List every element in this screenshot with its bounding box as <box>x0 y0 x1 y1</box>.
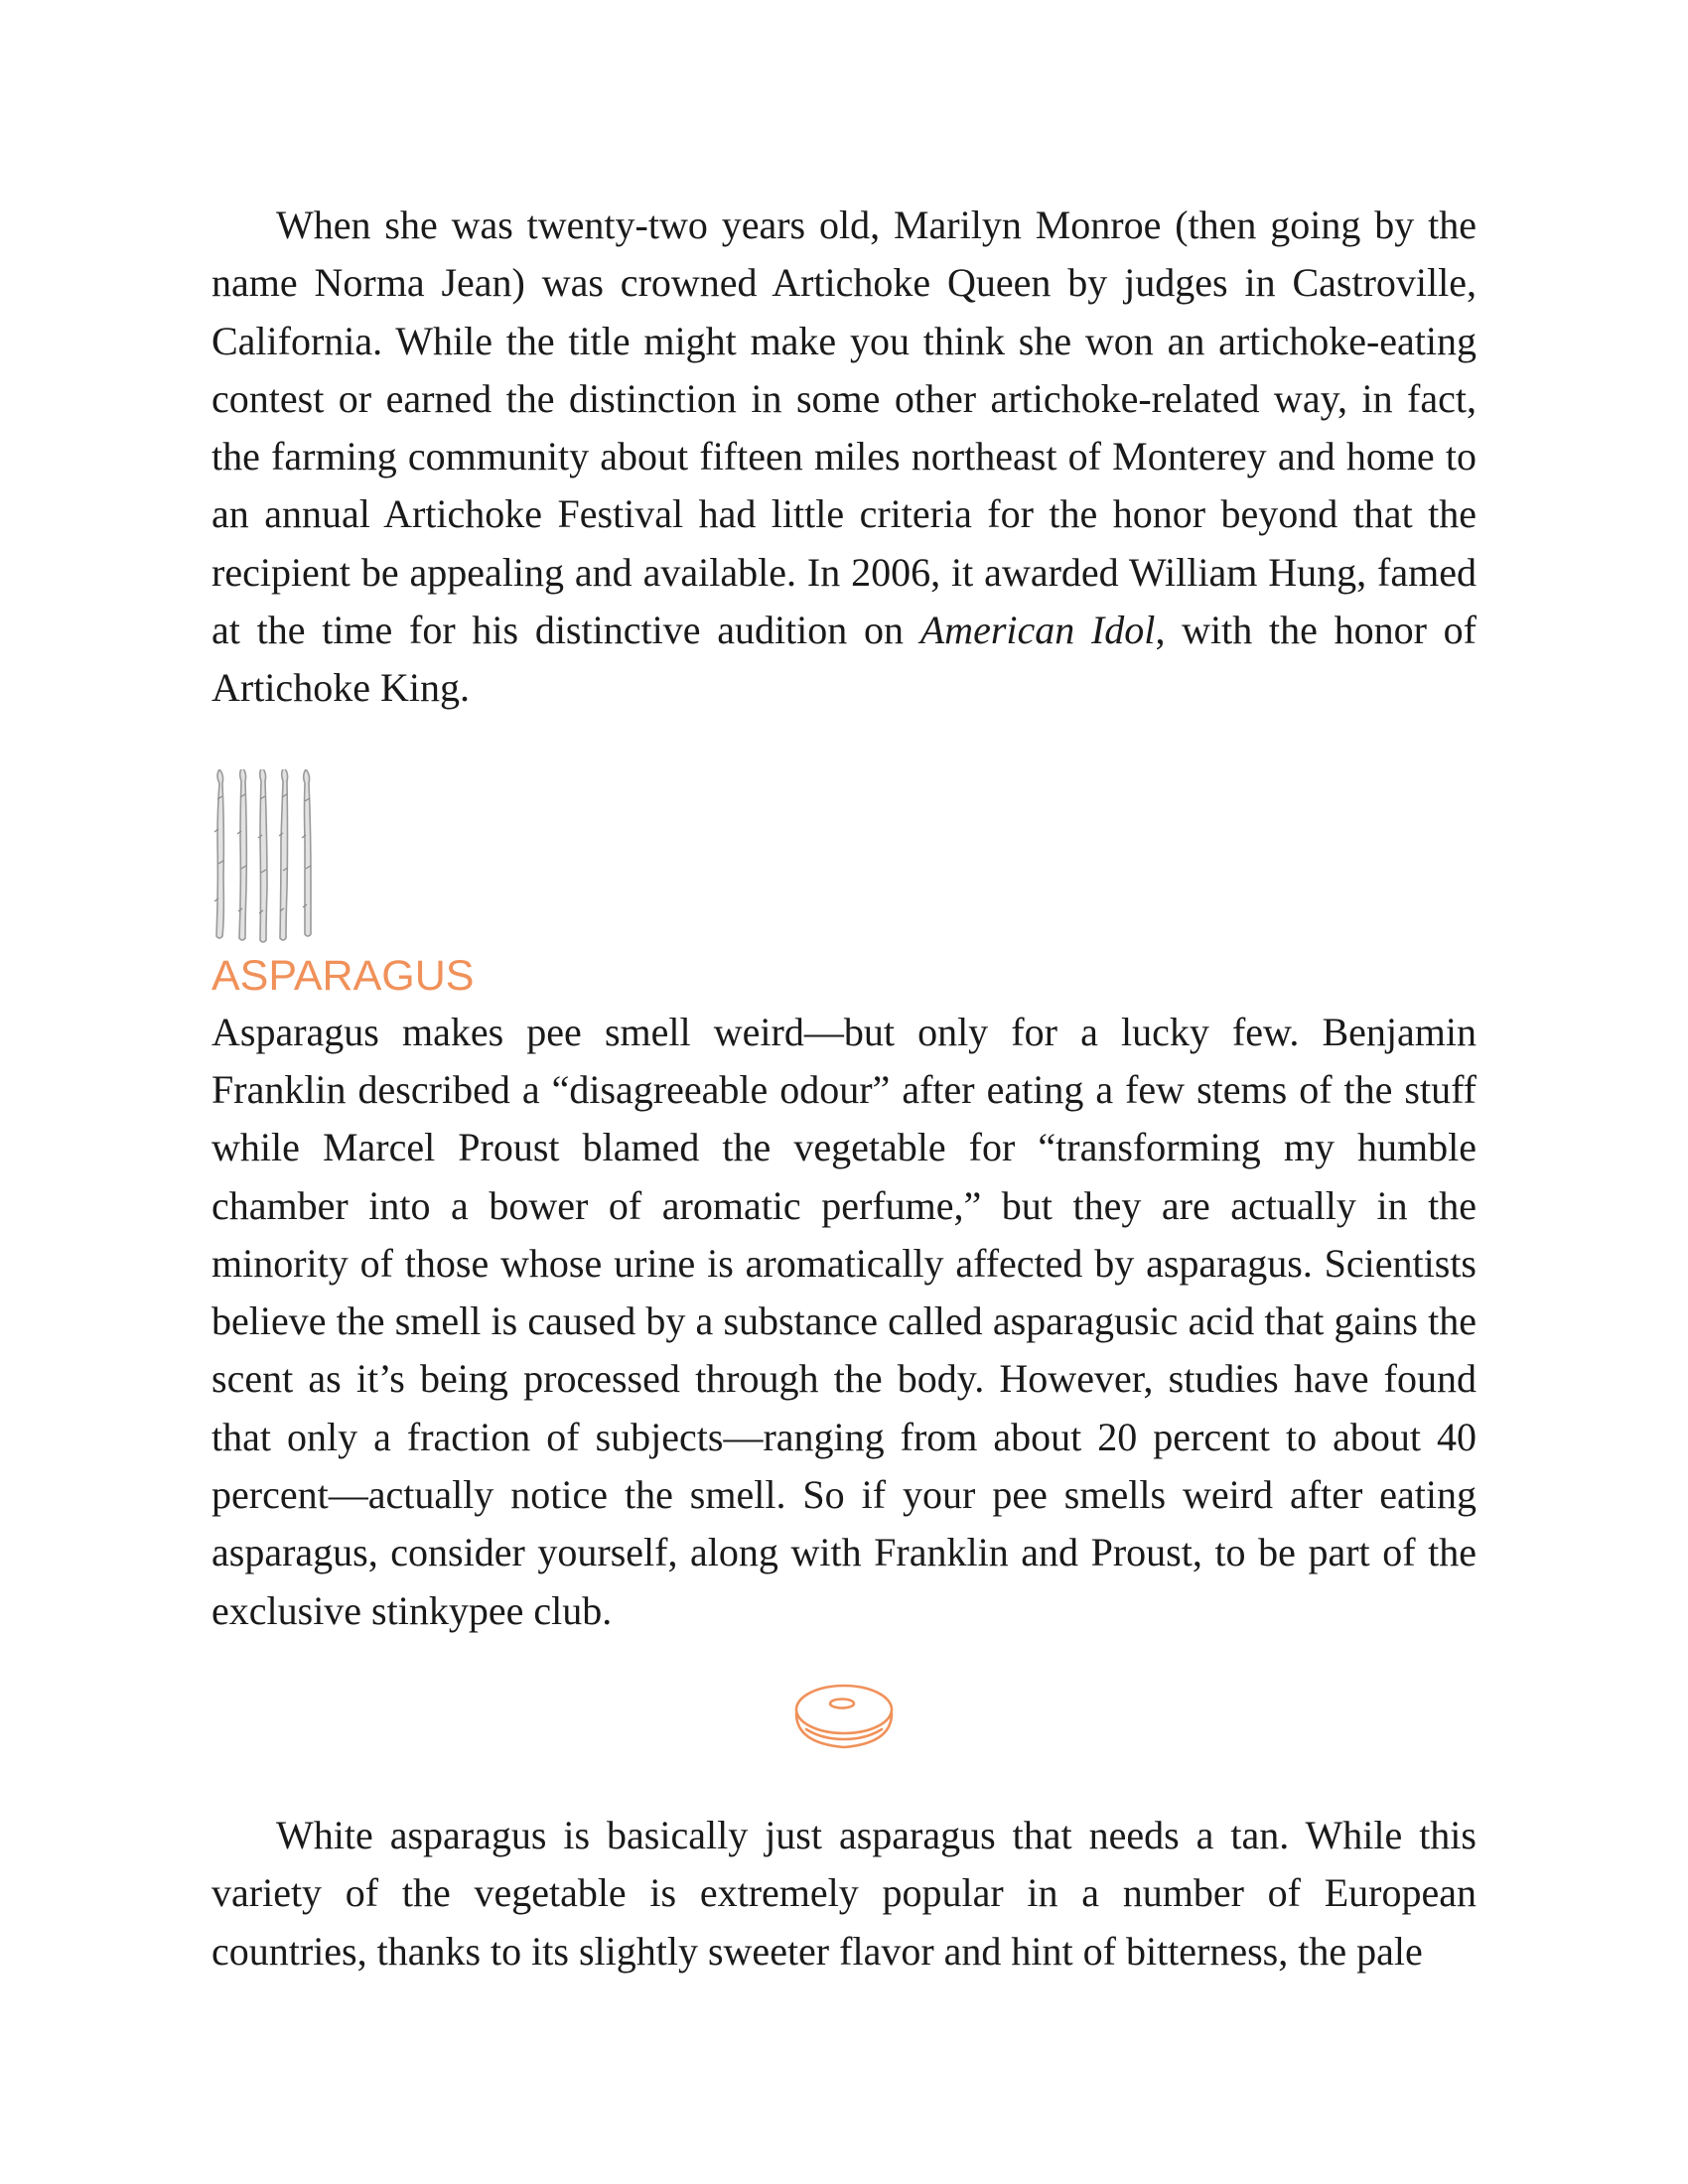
paragraph-text: When she was twenty-two years old, Marilyn Monroe (then going by the name Norma Jean) was crowned Artichoke Queen by judges in Castroville, California. While the title might make you think she won an artichoke-eating contest or earned the distinction in some other artichoke-related way, in fact, the farming community about fifteen miles northeast of Monterey and home to an annual Artichoke Festival had little criteria for the honor beyond that the recipient be appealing and available. In 2006, it awarded William Hung, famed at the time for his distinctive audition on <box>211 203 1477 653</box>
section-divider <box>211 1680 1477 1757</box>
paragraph-artichoke <box>211 197 1477 718</box>
bagel-icon <box>792 1680 896 1753</box>
section-heading: ASPARAGUS <box>211 951 475 1000</box>
paragraph-asparagus-smell: Asparagus makes pee smell weird—but only for a lucky few. Benjamin Franklin described a “disagreeable odour” after eating a few stems of the stuff while Marcel Proust blamed the vegetable for “transforming my humble chamber into a bower of aromatic perfume,” but they are actually in the minority of those whose urine is aromatically affected by asparagus. Scientists believe the smell is caused by a substance called asparagusic acid that gains the scent as it’s being processed through the body. However, studies have found that only a fraction of subjects—ranging from about 20 percent to about 40 percent—actually notice the smell. So if your pee smells weird after eating asparagus, consider yourself, along with Franklin and Proust, to be part of the exclusive stinkypee club. <box>211 1009 1477 1633</box>
page-content <box>211 197 1477 1980</box>
show-title: American Idol <box>919 608 1156 653</box>
asparagus-stalks-icon <box>211 769 321 944</box>
paragraph-white-asparagus: White asparagus is basically just asparagus that needs a tan. While this variety of the vegetable is extremely popular in a number of European countries, thanks to its slightly sweeter flavor and hint of bitterness, the pale <box>211 1812 1477 1974</box>
paragraph-text-end: , with the honor of Artichoke King. <box>211 608 1477 711</box>
